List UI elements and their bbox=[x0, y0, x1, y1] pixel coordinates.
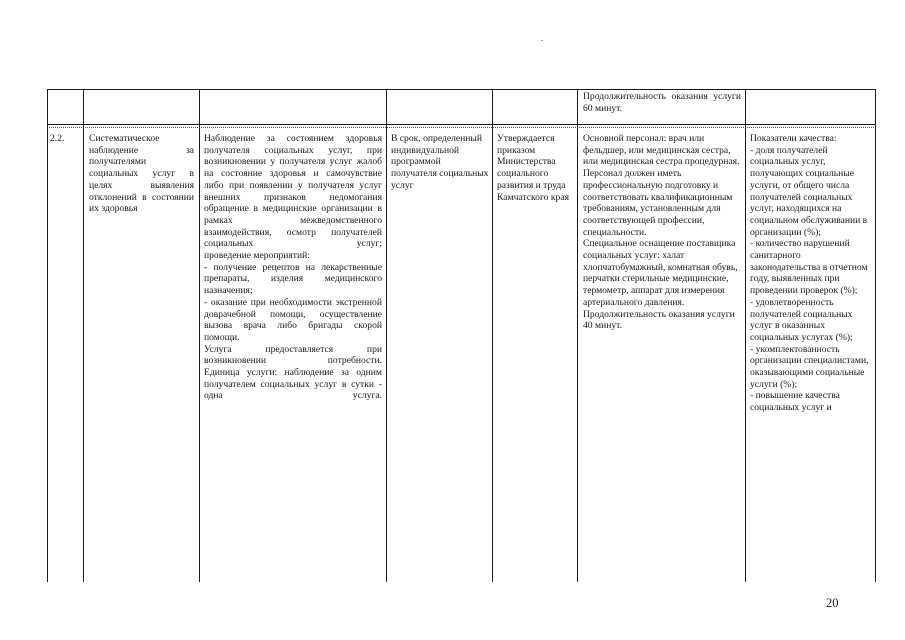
col-border-3 bbox=[386, 89, 387, 582]
row-divider bbox=[47, 124, 876, 125]
description-cell bbox=[204, 133, 382, 402]
description-main: Наблюдение за состоянием здоровья получателя социальных услуг, при возникновении у получателя услуг жалоб на состояние здоровья и самочувствие либо при появлении у получателя услуг внешних признаков недомогания обращение в медицинские организации в рамках межведомственного взаимодействия, осмотр получателей социальных услуг; bbox=[204, 133, 382, 250]
row-number: 2.2. bbox=[50, 133, 65, 144]
quality-indicator-5: - повышение качества социальных услуг и bbox=[750, 390, 840, 414]
standard-qualification: Персонал должен иметь профессиональную подготовку и соответствовать квалификационным требованиям, установленным для соответствующей профессии, специальности. bbox=[583, 168, 733, 238]
standard-cell bbox=[583, 133, 743, 332]
description-event-2: - оказание при необходимости экстренной доврачебной помощи, осуществление вызова врача либо бригады скорой помощи. bbox=[204, 296, 382, 343]
table-top-border bbox=[47, 89, 876, 90]
row-divider-dotted bbox=[47, 127, 876, 128]
service-name: Систематическое наблюдение за получателями социальных услуг в целях выявления отклонений в состоянии их здоровья bbox=[89, 133, 194, 215]
description-events-title: проведение мероприятий: bbox=[204, 250, 310, 262]
quality-indicator-3: - удовлетворенность получателей социальных услуг в оказанных социальных услугах (%); bbox=[750, 296, 853, 343]
description-unit: Единица услуги: наблюдение за одним получателем социальных услуг в сутки - одна услуга. bbox=[204, 367, 382, 402]
quality-title: Показатели качества: bbox=[750, 133, 837, 144]
service-name-cell bbox=[89, 133, 194, 215]
col-border-2 bbox=[199, 89, 200, 582]
col-border-1 bbox=[83, 89, 84, 582]
term-text: В срок, определенный индивидуальной программой получателя социальных услуг bbox=[391, 133, 489, 191]
col-border-0 bbox=[47, 89, 48, 582]
row-number-cell bbox=[50, 133, 82, 145]
col-border-7 bbox=[875, 89, 876, 582]
description-event-1: - получение рецептов на лекарственные препараты, изделия медицинского назначения; bbox=[204, 261, 382, 297]
col-border-6 bbox=[745, 89, 746, 582]
quality-indicator-2: - количество нарушений санитарного законодательства в отчетном году, выявленных при проведении проверок (%); bbox=[750, 238, 868, 297]
quality-indicator-1: - доля получателей социальных услуг, получающих социальные услуги, от общего числа получателей социальных услуг, находящихся на социальном обслуживании в организации (%); bbox=[750, 144, 868, 238]
norm-cell bbox=[497, 133, 575, 203]
scan-mark bbox=[541, 40, 543, 41]
page-number: 20 bbox=[826, 596, 839, 610]
standard-duration: Продолжительность оказания услуги 40 минут. bbox=[583, 308, 735, 332]
norm-text: Утверждается приказом Министерства социального развития и труда Камчатского края bbox=[497, 133, 569, 203]
continuation-standard-cell bbox=[583, 91, 741, 114]
term-cell bbox=[391, 133, 489, 192]
description-provided-when: Услуга предоставляется при возникновении потребности. bbox=[204, 343, 382, 367]
col-border-5 bbox=[577, 89, 578, 582]
quality-cell bbox=[750, 133, 872, 414]
standard-tail-text: Продолжительность оказания услуги 60 минут. bbox=[583, 91, 741, 114]
standard-equipment: Специальное оснащение поставщика социальных услуг: халат хлопчатобумажный, комнатная обувь, перчатки стерильные медицинские, термометр, аппарат для измерения артериального давления. bbox=[583, 238, 738, 308]
standard-staff: Основной персонал: врач или фельдшер, или медицинская сестра, или медицинская сестра процедурная. bbox=[583, 133, 740, 168]
col-border-4 bbox=[492, 89, 493, 582]
quality-indicator-4: - укомплектованность организации специалистами, оказывающими социальные услуги (%); bbox=[750, 343, 869, 390]
